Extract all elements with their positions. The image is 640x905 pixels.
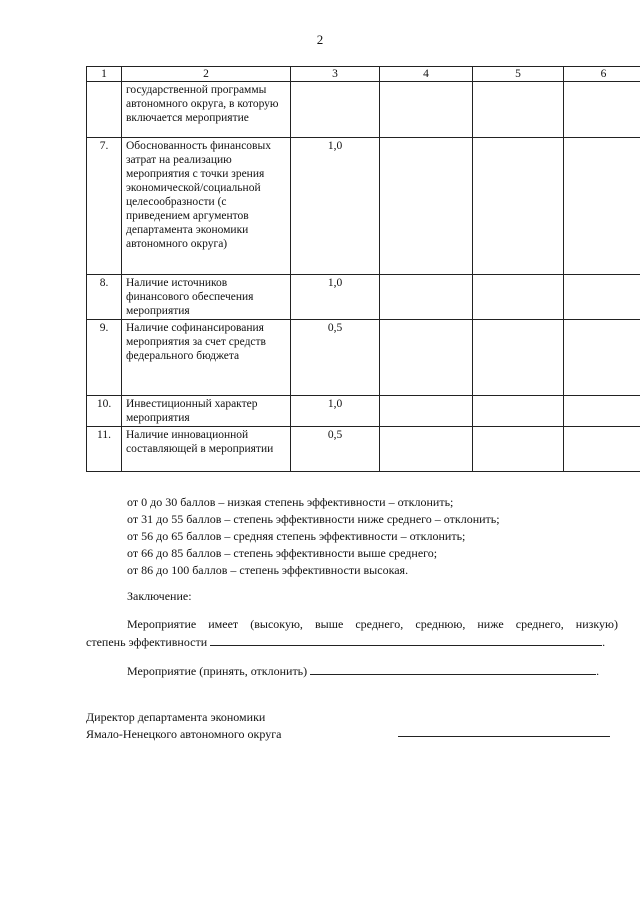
row-number: 11.: [87, 427, 122, 472]
row-score: 0,5: [291, 427, 380, 472]
row-cell-5: [473, 82, 564, 138]
row-number: [87, 82, 122, 138]
row-criterion: государственной программы автономного округа, в которую включается мероприятие: [122, 82, 291, 138]
header-col-3: 3: [291, 67, 380, 82]
header-col-6: 6: [564, 67, 640, 82]
row-cell-5: [473, 138, 564, 275]
row-criterion: Наличие инновационной составляющей в мероприятии: [122, 427, 291, 472]
row-cell-6: [564, 427, 640, 472]
row-cell-4: [380, 427, 473, 472]
statement-line-1: Мероприятие имеет (высокую, выше среднего, среднюю, ниже среднего, низкую): [127, 617, 618, 631]
header-col-1: 1: [87, 67, 122, 82]
decision-blank-field[interactable]: [310, 662, 596, 675]
row-score: 1,0: [291, 275, 380, 320]
row-cell-5: [473, 320, 564, 396]
table-row: [87, 138, 640, 275]
header-col-5: 5: [473, 67, 564, 82]
table-row: [87, 275, 640, 320]
rating-scale: [127, 494, 500, 579]
signer-title-line-1: Директор департамента экономики: [86, 710, 266, 724]
efficiency-statement: [86, 616, 618, 651]
row-score: 1,0: [291, 396, 380, 427]
statement-line-2-label: степень эффективности: [86, 635, 208, 649]
row-cell-6: [564, 275, 640, 320]
row-cell-5: [473, 275, 564, 320]
row-criterion: Наличие софинансирования мероприятия за счет средств федерального бюджета: [122, 320, 291, 396]
header-col-2: 2: [122, 67, 291, 82]
row-score: [291, 82, 380, 138]
row-cell-6: [564, 138, 640, 275]
decision-label: Мероприятие (принять, отклонить): [127, 664, 308, 678]
scale-line: от 31 до 55 баллов – степень эффективности ниже среднего – отклонить;: [127, 512, 500, 526]
row-score: 0,5: [291, 320, 380, 396]
row-criterion: Обоснованность финансовых затрат на реализацию мероприятия с точки зрения экономической/социальной целесообразности (с приведением аргументов департамента экономики автономного округа): [122, 138, 291, 275]
scale-line: от 86 до 100 баллов – степень эффективности высокая.: [127, 563, 409, 577]
scale-line: от 66 до 85 баллов – степень эффективности выше среднего;: [127, 546, 438, 560]
row-number: 10.: [87, 396, 122, 427]
signer-title-line-2: Ямало-Ненецкого автономного округа: [86, 727, 282, 741]
row-score: 1,0: [291, 138, 380, 275]
scale-line: от 56 до 65 баллов – средняя степень эффективности – отклонить;: [127, 529, 466, 543]
statement-line-2: степень эффективности .: [86, 635, 606, 649]
row-cell-5: [473, 427, 564, 472]
row-cell-4: [380, 82, 473, 138]
row-cell-6: [564, 396, 640, 427]
row-number: 8.: [87, 275, 122, 320]
conclusion-heading: Заключение:: [127, 589, 192, 603]
row-criterion: Наличие источников финансового обеспечения мероприятия: [122, 275, 291, 320]
row-cell-4: [380, 138, 473, 275]
row-number: 7.: [87, 138, 122, 275]
table-row: [87, 396, 640, 427]
signature-line[interactable]: [398, 736, 610, 737]
table-row: [87, 320, 640, 396]
row-cell-4: [380, 320, 473, 396]
row-cell-4: [380, 396, 473, 427]
decision-line: Мероприятие (принять, отклонить) .: [127, 664, 600, 678]
row-cell-6: [564, 320, 640, 396]
row-cell-5: [473, 396, 564, 427]
scale-line: от 0 до 30 баллов – низкая степень эффективности – отклонить;: [127, 495, 454, 509]
table-header-row: [87, 67, 640, 82]
row-criterion: Инвестиционный характер мероприятия: [122, 396, 291, 427]
page-number: 2: [316, 32, 324, 47]
efficiency-blank-field[interactable]: [210, 633, 602, 646]
signer-block: [86, 709, 281, 743]
header-col-4: 4: [380, 67, 473, 82]
row-cell-6: [564, 82, 640, 138]
criteria-table: [86, 66, 640, 472]
row-cell-4: [380, 275, 473, 320]
row-number: 9.: [87, 320, 122, 396]
table-row: [87, 82, 640, 138]
table-row: [87, 427, 640, 472]
